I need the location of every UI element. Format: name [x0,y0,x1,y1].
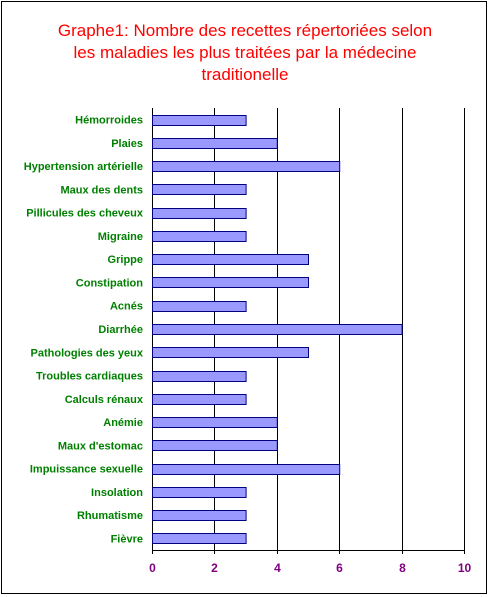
x-tick-label-3: 6 [336,561,343,575]
category-label-16: Insolation [91,486,143,499]
category-label-9: Diarrhée [98,324,143,336]
bar-5 [153,232,247,242]
bar-0 [153,116,247,126]
bar-12 [153,395,247,405]
category-label-15: Impuissance sexuelle [29,463,143,476]
bar-8 [153,302,247,312]
x-tick-label-1: 2 [211,561,218,575]
bar-17 [153,511,247,521]
bar-13 [153,418,278,428]
x-tick-label-4: 8 [399,561,406,575]
category-label-1: Plaies [111,137,143,150]
x-tick-label-2: 4 [274,561,281,575]
category-label-6: Grippe [107,254,143,267]
category-label-14: Maux d'estomac [57,440,143,453]
bar-3 [153,185,247,195]
bar-11 [153,372,247,382]
bar-9 [153,325,403,335]
bar-6 [153,255,309,265]
category-label-8: Acnés [109,300,143,313]
bar-14 [153,441,278,451]
category-label-11: Troubles cardiaques [36,370,143,383]
category-label-3: Maux des dents [60,184,143,197]
x-tick-label-5: 10 [457,561,472,575]
bar-7 [153,278,309,288]
chart-title-line-3: traditionelle [201,65,289,84]
category-label-7: Constipation [75,277,143,290]
bar-2 [153,162,340,172]
bar-18 [153,534,247,544]
chart-title-line-2: les maladies les plus traitées par la médecine [73,43,417,62]
category-label-2: Hypertension artérielle [23,161,143,174]
bar-15 [153,465,340,475]
x-tick-label-0: 0 [149,561,156,575]
bar-4 [153,209,247,219]
chart-title-line-1: Graphe1: Nombre des recettes répertoriées selon [57,21,433,40]
bar-10 [153,348,309,358]
category-label-5: Migraine [97,230,143,243]
category-label-18: Fièvre [110,533,143,546]
category-label-10: Pathologies des yeux [30,347,143,360]
category-label-4: Pillicules des cheveux [26,207,143,220]
bar-16 [153,488,247,498]
category-label-0: Hémorroides [75,114,143,127]
category-label-12: Calculs rénaux [64,393,143,406]
bar-1 [153,139,278,149]
category-label-13: Anémie [103,417,143,430]
category-label-17: Rhumatisme [76,510,143,523]
